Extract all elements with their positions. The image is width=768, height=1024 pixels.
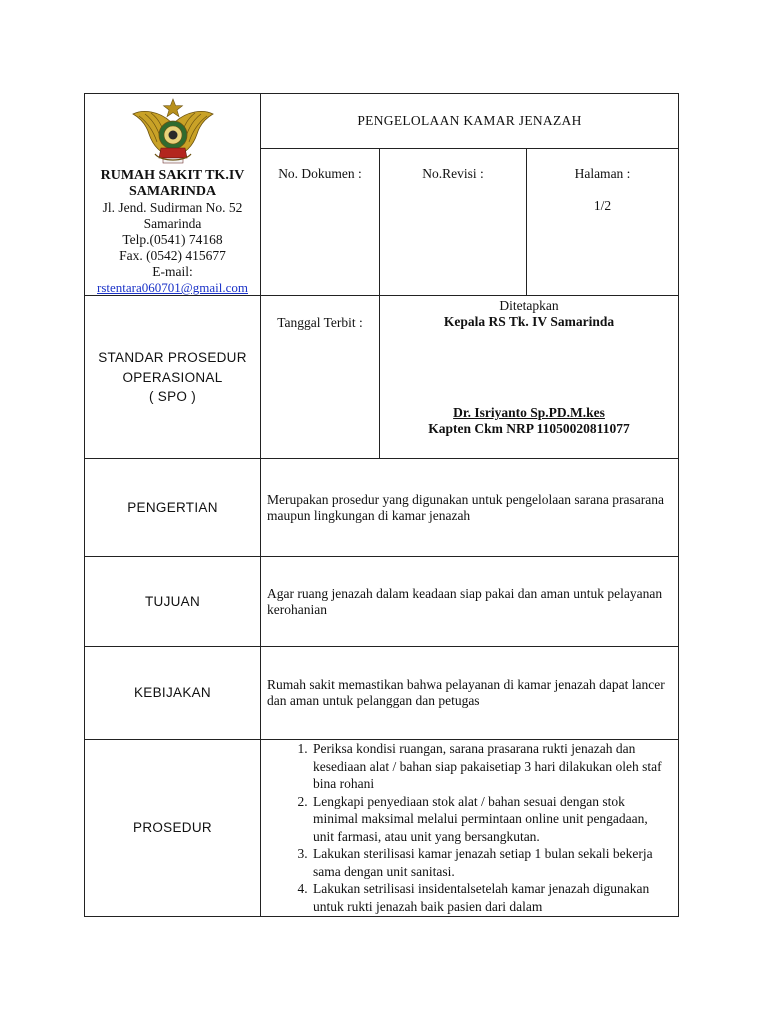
approval-cell <box>380 296 679 459</box>
hospital-email-link[interactable]: rstentara060701@gmail.com <box>97 280 248 295</box>
policy-label: KEBIJAKAN <box>85 647 261 740</box>
definition-label: PENGERTIAN <box>85 459 261 557</box>
purpose-text: Agar ruang jenazah dalam keadaan siap pakai dan aman untuk pelayanan kerohanian <box>261 557 679 647</box>
purpose-label: TUJUAN <box>85 557 261 647</box>
hospital-phone: Telp.(0541) 74168 <box>122 232 223 247</box>
procedure-step: 4. Lakukan setrilisasi insidentalsetelah kamar jenazah digunakan untuk rukti jenazah baik pasien dari dalam <box>311 880 672 915</box>
document-title: PENGELOLAAN KAMAR JENAZAH <box>261 94 679 149</box>
hospital-address-city: Samarinda <box>143 216 202 231</box>
hospital-name: RUMAH SAKIT TK.IV SAMARINDA <box>100 168 245 199</box>
issue-date-cell <box>261 296 380 459</box>
hospital-address-street: Jl. Jend. Sudirman No. 52 <box>102 200 243 215</box>
spo-title-line1: STANDAR PROSEDUR <box>98 350 247 365</box>
procedure-step: 2. Lengkapi penyediaan stok alat / bahan sesuai dengan stok minimal maksimal melalui permintaan online unit pengadaan, unit farmasi, atau unit yang bersangkutan. <box>311 793 672 846</box>
signer-rank: Kapten Ckm NRP 11050020811077 <box>428 421 630 436</box>
page-value: 1/2 <box>593 198 612 213</box>
hospital-emblem <box>85 94 260 166</box>
issue-date-label: Tanggal Terbit : <box>277 315 363 330</box>
hospital-emblem-icon <box>131 98 215 166</box>
spo-table <box>84 93 679 917</box>
policy-text: Rumah sakit memastikan bahwa pelayanan di kamar jenazah dapat lancer dan aman untuk pelanggan dan petugas <box>261 647 679 740</box>
revision-label: No.Revisi : <box>422 166 484 181</box>
doc-number-cell <box>261 149 380 296</box>
signer-name: Dr. Isriyanto Sp.PD.M.kes <box>453 405 605 420</box>
procedure-step: 1. Periksa kondisi ruangan, sarana prasarana rukti jenazah dan kesediaan alat / bahan siap pakaisetiap 3 hari dilakukan oleh staf bina rohani <box>311 740 672 793</box>
spo-title-line3: ( SPO ) <box>148 389 197 404</box>
procedure-list <box>261 740 678 915</box>
procedure-label: PROSEDUR <box>85 740 261 917</box>
page-label: Halaman : <box>574 166 631 181</box>
spo-title-line2: OPERASIONAL <box>122 370 223 385</box>
spo-title-cell <box>85 296 261 459</box>
hospital-fax: Fax. (0542) 415677 <box>119 248 226 263</box>
page-cell <box>527 149 679 296</box>
determined-label: Ditetapkan <box>499 298 559 313</box>
hospital-email-label: E-mail: <box>152 264 193 279</box>
procedure-cell <box>261 740 679 917</box>
doc-number-label: No. Dokumen : <box>278 166 362 181</box>
hospital-header-cell <box>85 94 261 296</box>
definition-text: Merupakan prosedur yang digunakan untuk pengelolaan sarana prasarana maupun lingkungan di kamar jenazah <box>261 459 679 557</box>
approval-authority: Kepala RS Tk. IV Samarinda <box>443 314 615 329</box>
procedure-step: 3. Lakukan sterilisasi kamar jenazah setiap 1 bulan sekali bekerja sama dengan unit sanitasi. <box>311 845 672 880</box>
revision-cell <box>380 149 527 296</box>
